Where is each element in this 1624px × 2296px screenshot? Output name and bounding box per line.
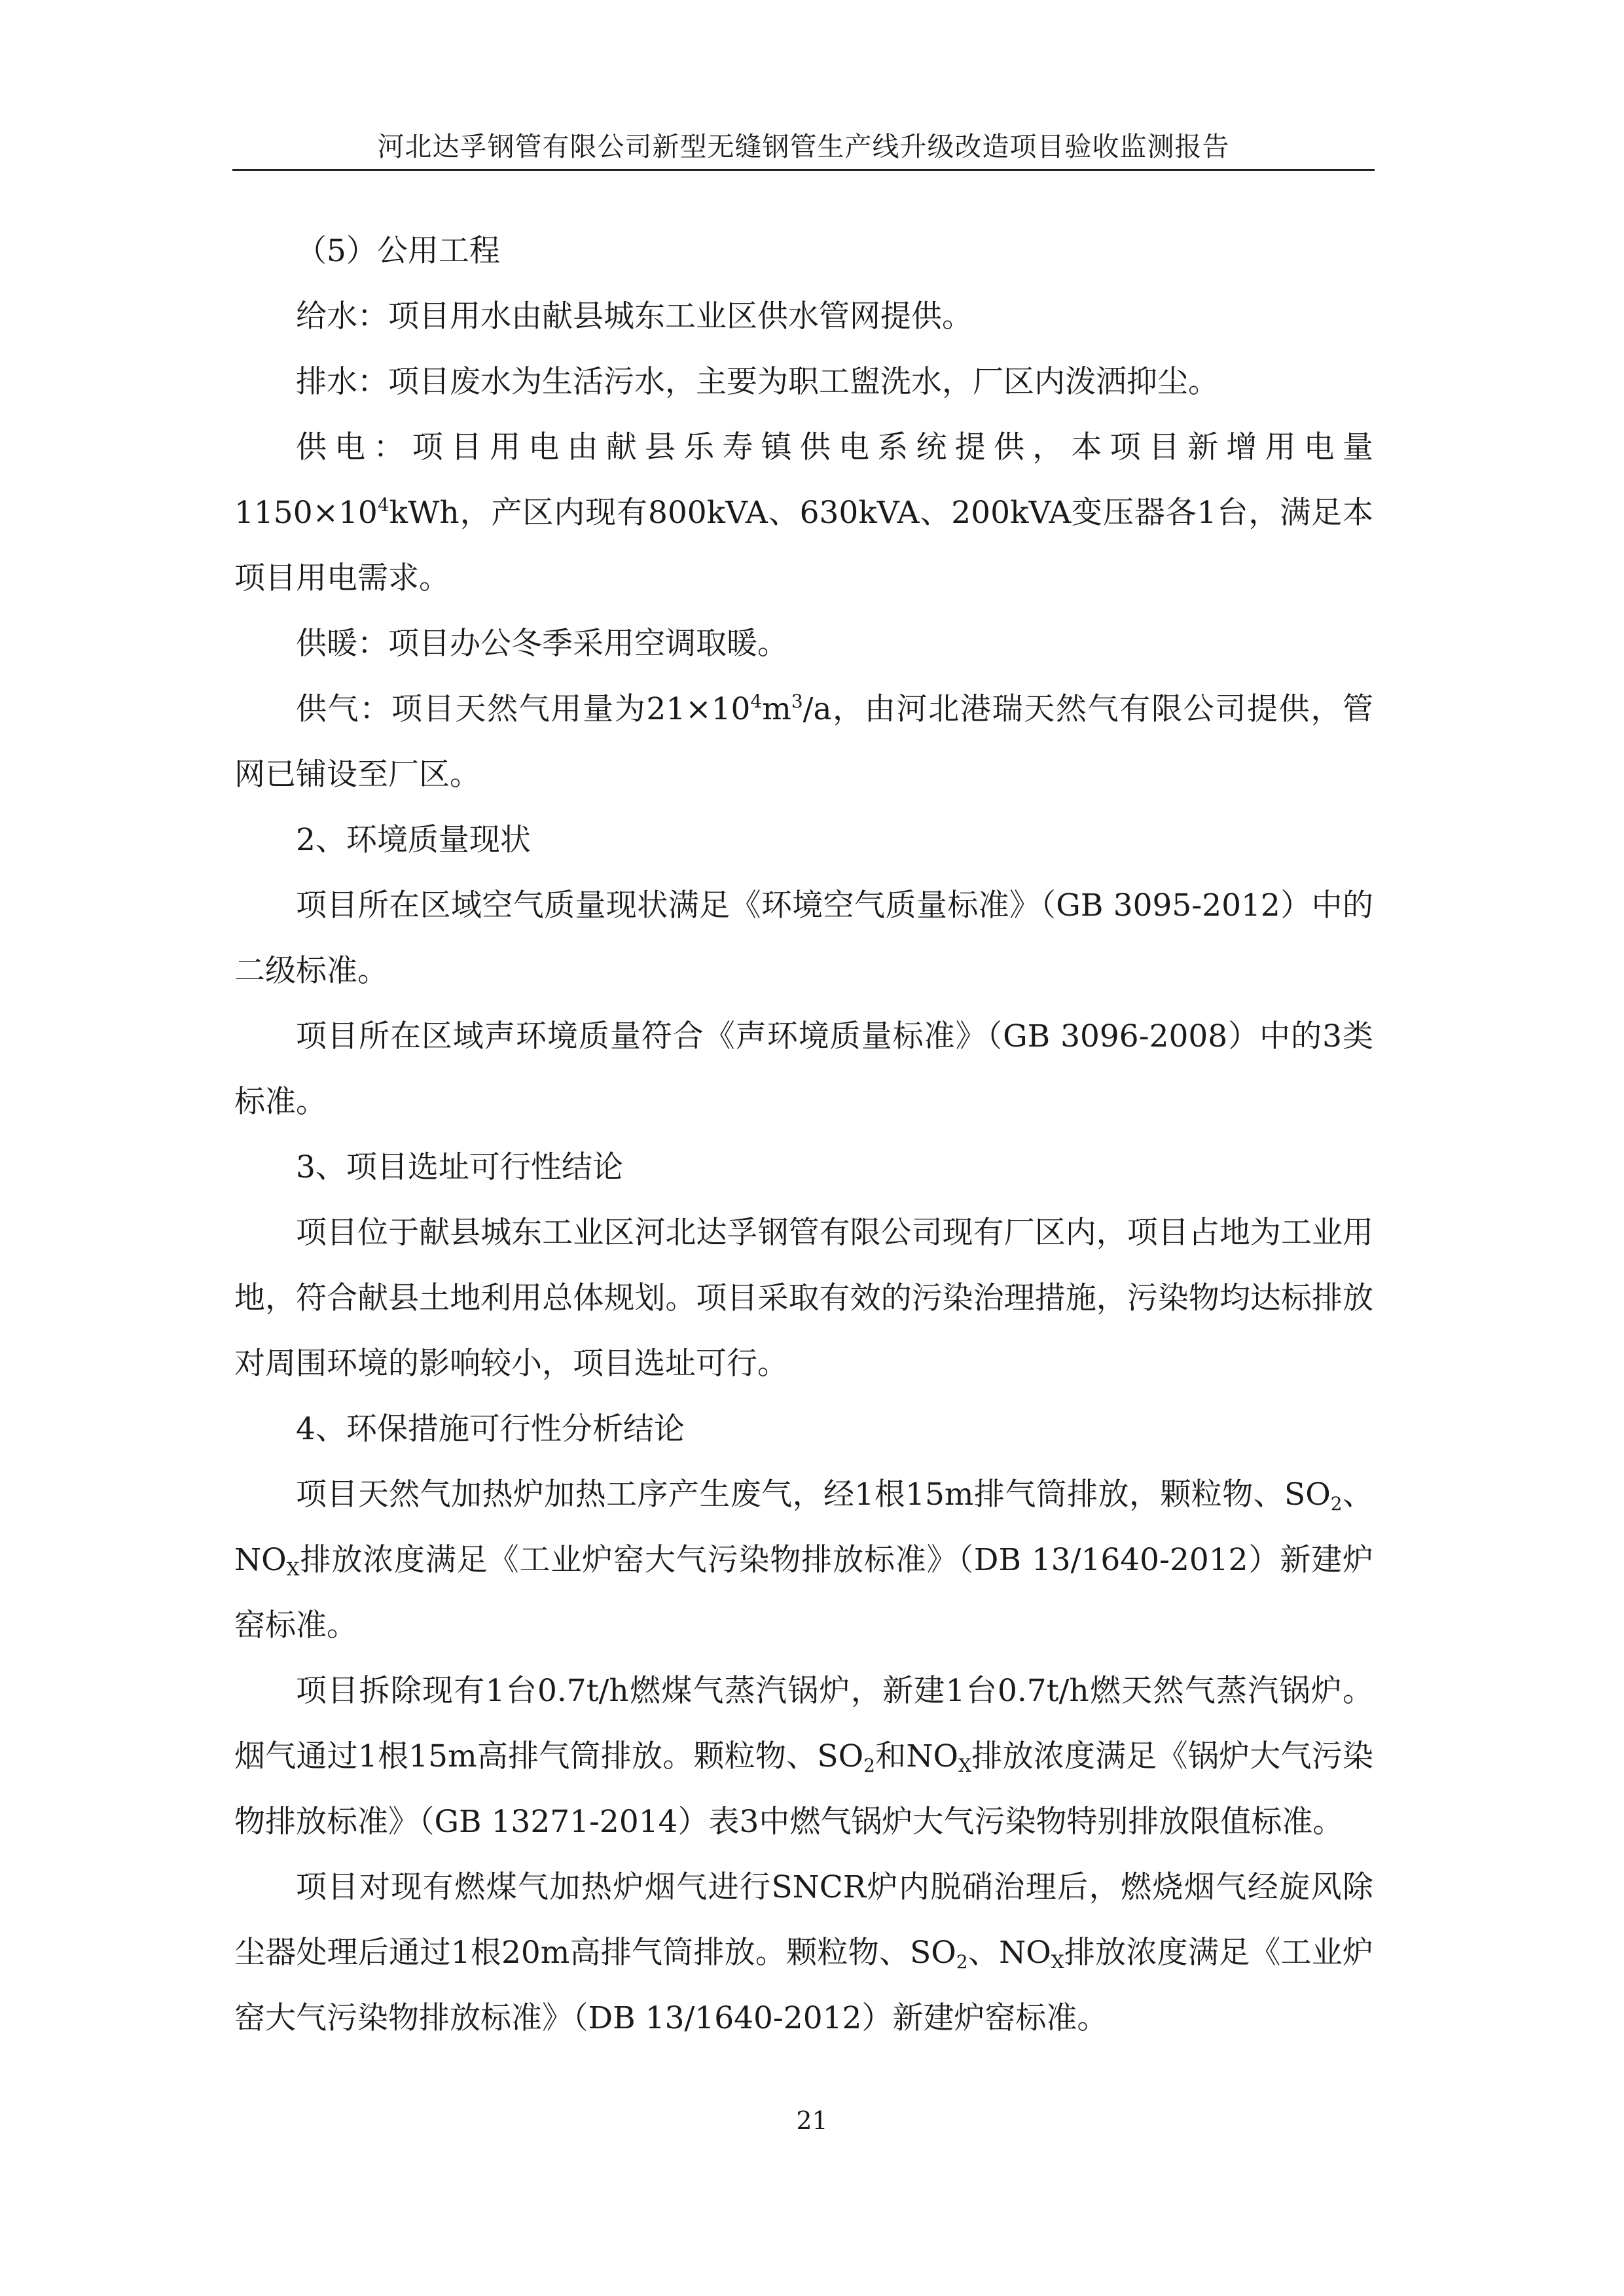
superscript: 4 — [750, 691, 763, 712]
section-heading-site-feasibility: 3、项目选址可行性结论 — [296, 1149, 623, 1185]
paragraph-gas-supply — [234, 677, 1373, 808]
text-run: kWh，产区内现有800kVA、630kVA、200kVA变压器各1台，满足本项目用电需求。 — [234, 495, 1373, 596]
paragraph-boiler-emissions — [234, 1659, 1373, 1855]
running-header: 河北达孚钢管有限公司新型无缝钢管生产线升级改造项目验收监测报告 — [377, 131, 1230, 162]
subscript: X — [958, 1755, 972, 1776]
header-rule — [232, 169, 1375, 171]
subscript: 2 — [1330, 1493, 1343, 1515]
subscript: 2 — [956, 1951, 968, 1973]
superscript: 3 — [791, 691, 803, 712]
text-run: 项目拆除现有1台0.7t/h燃煤气蒸汽锅炉，新建1台0.7t/h燃天然气蒸汽锅炉。烟气通过1根15m高排气筒排放。颗粒物、SO — [234, 1673, 1373, 1774]
text-run: 供电：项目用电由献县乐寿镇供电系统提供，本项目新增用电量 — [296, 429, 1373, 465]
paragraph-heating: 供暖：项目办公冬季采用空调取暖。 — [296, 626, 788, 662]
superscript: 4 — [377, 494, 389, 516]
text-run: 供气：项目天然气用量为21×10 — [296, 691, 751, 727]
paragraph-water-supply: 给水：项目用水由献县城东工业区供水管网提供。 — [296, 298, 973, 334]
section-heading-environment-quality: 2、环境质量现状 — [296, 822, 531, 858]
text-run: 和NO — [875, 1738, 959, 1774]
text-run: 、NO — [967, 1935, 1051, 1971]
subsection-heading-utilities: （5）公用工程 — [296, 233, 500, 269]
text-run: 项目天然气加热炉加热工序产生废气，经1根15m排气筒排放，颗粒物、SO — [296, 1477, 1331, 1513]
subscript: X — [286, 1558, 300, 1580]
paragraph-furnace-emissions — [234, 1462, 1373, 1659]
subscript: 2 — [863, 1755, 875, 1776]
subscript: X — [1051, 1951, 1064, 1973]
paragraph-site-feasibility: 项目位于献县城东工业区河北达孚钢管有限公司现有厂区内，项目占地为工业用地，符合献县土地利用总体规划。项目采取有效的污染治理措施，污染物均达标排放对周围环境的影响较小，项目选址可行。 — [234, 1215, 1373, 1382]
text-run: 排放浓度满足《锅炉大气污染物排放标准》（GB 13271-2014）表3中燃气锅炉大气污染物特别排放限值标准。 — [234, 1738, 1373, 1840]
text-run: 项目对现有燃煤气加热炉烟气进行SNCR炉内脱硝治理后，燃烧烟气经旋风除尘器处理后通过1根20m高排气筒排放。颗粒物、SO — [234, 1869, 1373, 1971]
text-run: 、NO — [234, 1477, 1373, 1578]
paragraph-power-supply — [234, 415, 1373, 611]
paragraph-noise-quality: 项目所在区域声环境质量符合《声环境质量标准》（GB 3096-2008）中的3类标准。 — [234, 1018, 1373, 1120]
paragraph-drainage: 排水：项目废水为生活污水，主要为职工盥洗水，厂区内泼洒抑尘。 — [296, 364, 1219, 400]
paragraph-air-quality: 项目所在区域空气质量现状满足《环境空气质量标准》（GB 3095-2012）中的二级标准。 — [234, 888, 1373, 989]
text-run: 排放浓度满足《工业炉窑大气污染物排放标准》（DB 13/1640-2012）新建炉窑标准。 — [234, 1935, 1373, 2036]
text-run: 1150×10 — [234, 495, 378, 531]
body-text — [234, 219, 1373, 2051]
text-run: m — [762, 691, 791, 727]
paragraph-sncr-treatment — [234, 1855, 1373, 2051]
page-number: 21 — [796, 2106, 828, 2135]
section-heading-measures-feasibility: 4、环保措施可行性分析结论 — [296, 1411, 685, 1447]
text-run: 排放浓度满足《工业炉窑大气污染物排放标准》（DB 13/1640-2012）新建炉窑标准。 — [234, 1542, 1373, 1643]
text-run: /a，由河北港瑞天然气有限公司提供，管网已铺设至厂区。 — [234, 691, 1373, 793]
